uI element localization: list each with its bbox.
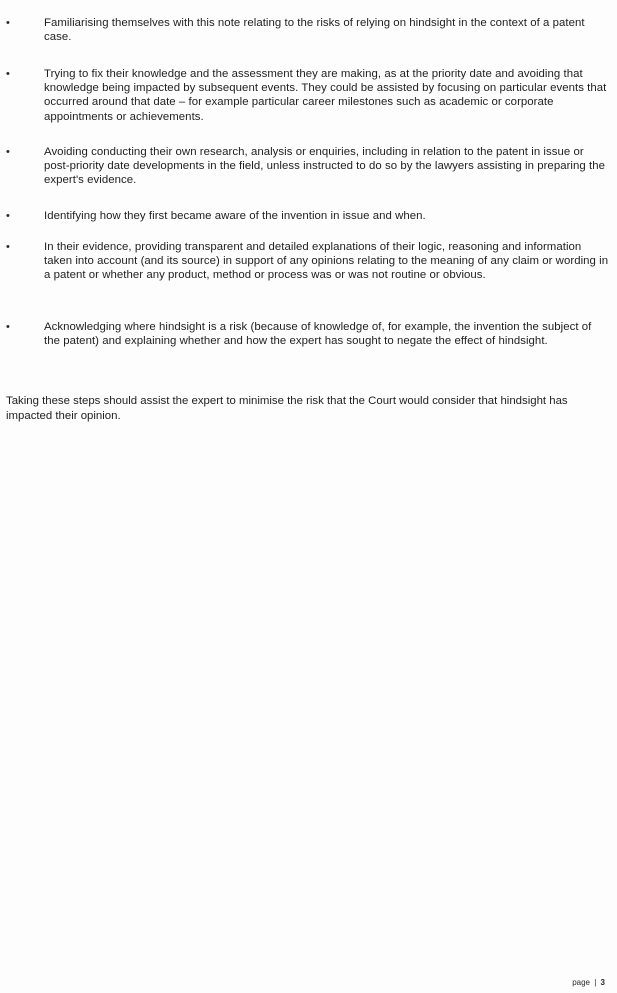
bullet-text: Familiarising themselves with this note relating to the risks of relying on hindsight in the context of a patent case. [44,17,585,44]
page-number: 3 [600,978,605,987]
bullet-icon: • [6,210,10,222]
bullet-text: Avoiding conducting their own research, analysis or enquiries, including in relation to the patent in issue or post-priority date developments in the field, unless instructed to do so by the lawyers assisting in preparing the expert's evidence. [44,146,605,187]
bullet-text: In their evidence, providing transparent and detailed explanations of their logic, reasoning and information taken into account (and its source) in support of any opinions relating to the meaning of any claim or wording in a patent or whether any product, method or process was or was not routine or obvious. [44,241,609,282]
page-label: page [572,978,590,987]
conclusion-paragraph: Taking these steps should assist the expert to minimise the risk that the Court would consider that hindsight has impacted their opinion. [6,395,568,422]
bullet-text: Identifying how they first became aware of the invention in issue and when. [44,210,426,222]
bullet-text: Trying to fix their knowledge and the assessment they are making, as at the priority date and avoiding that knowledge being impacted by subsequent events. They could be assisted by focusing on particular events that occurred around that date – for example particular career milestones such as academic or corporate appointments or achievements. [44,68,607,123]
bullet-text: Acknowledging where hindsight is a risk (because of knowledge of, for example, the invention the subject of the patent) and explaining whether and how the expert has sought to negate the effect of hindsight. [44,321,592,348]
page-number-footer [572,978,605,988]
bullet-icon: • [6,146,10,158]
bullet-icon: • [6,68,10,80]
bullet-icon: • [6,241,10,253]
bullet-icon: • [6,17,10,29]
page-separator: | [594,978,597,987]
bullet-icon: • [6,321,10,333]
